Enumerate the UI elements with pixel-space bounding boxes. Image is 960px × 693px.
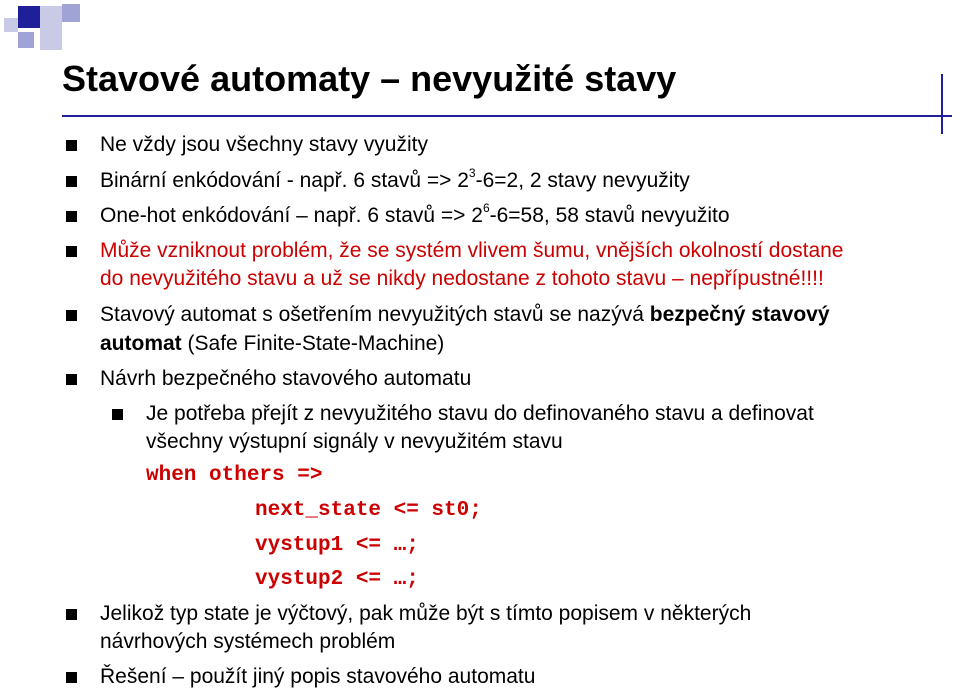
bullet-icon <box>66 140 77 151</box>
bullet-icon <box>66 672 77 683</box>
sub-bullet-item: Je potřeba přejít z nevyužitého stavu do definovaného stavu a definovat <box>146 402 814 425</box>
bullet-item-cont <box>100 330 444 358</box>
bullet-item-warning: Může vzniknout problém, že se systém vlivem šumu, vnějších okolností dostane <box>100 239 844 262</box>
bullet-text: -6=58, 58 stavů nevyužito <box>489 204 730 227</box>
bullet-text: -6=2, 2 stavy nevyužity <box>475 169 690 192</box>
bullet-text: (Safe Finite-State-Machine) <box>181 332 445 355</box>
bullet-item: Jelikož typ state je výčtový, pak může být s tímto popisem v některých <box>100 602 752 625</box>
bullet-item <box>100 167 690 195</box>
title-vertical-accent <box>941 74 943 134</box>
code-line: vystup1 <= …; <box>255 534 419 557</box>
bullet-text: Stavový automat s ošetřením nevyužitých stavů se nazývá <box>100 303 650 326</box>
bullet-item <box>100 202 730 230</box>
slide-title: Stavové automaty – nevyužité stavy <box>62 58 677 99</box>
superscript: 3 <box>468 166 476 180</box>
bold-term: bezpečný stavový <box>649 303 830 326</box>
bullet-item <box>100 301 830 329</box>
bold-term: automat <box>100 332 182 355</box>
bullet-icon <box>66 310 77 321</box>
bullet-item: Řešení – použít jiný popis stavového automatu <box>100 665 536 688</box>
bullet-item: Ne vždy jsou všechny stavy využity <box>100 133 428 156</box>
bullet-icon <box>66 211 77 222</box>
code-line: vystup2 <= …; <box>255 568 419 591</box>
bullet-icon <box>66 246 77 257</box>
bullet-item-cont: návrhových systémech problém <box>100 630 396 653</box>
bullet-icon <box>66 609 77 620</box>
bullet-item-warning-cont: do nevyužitého stavu a už se nikdy nedostane z tohoto stavu – nepřípustné!!!! <box>100 267 824 290</box>
bullet-item: Návrh bezpečného stavového automatu <box>100 367 472 390</box>
bullet-text: One-hot enkódování – např. 6 stavů => 2 <box>100 204 483 227</box>
title-divider <box>62 115 952 117</box>
bullet-icon <box>66 176 77 187</box>
code-line: next_state <= st0; <box>255 499 482 522</box>
bullet-icon <box>66 374 77 385</box>
bullet-text: Binární enkódování - např. 6 stavů => 2 <box>100 169 469 192</box>
sub-bullet-icon <box>112 409 123 420</box>
superscript: 6 <box>482 201 490 215</box>
code-line: when others => <box>146 464 323 487</box>
sub-bullet-item-cont: všechny výstupní signály v nevyužitém stavu <box>146 430 563 453</box>
